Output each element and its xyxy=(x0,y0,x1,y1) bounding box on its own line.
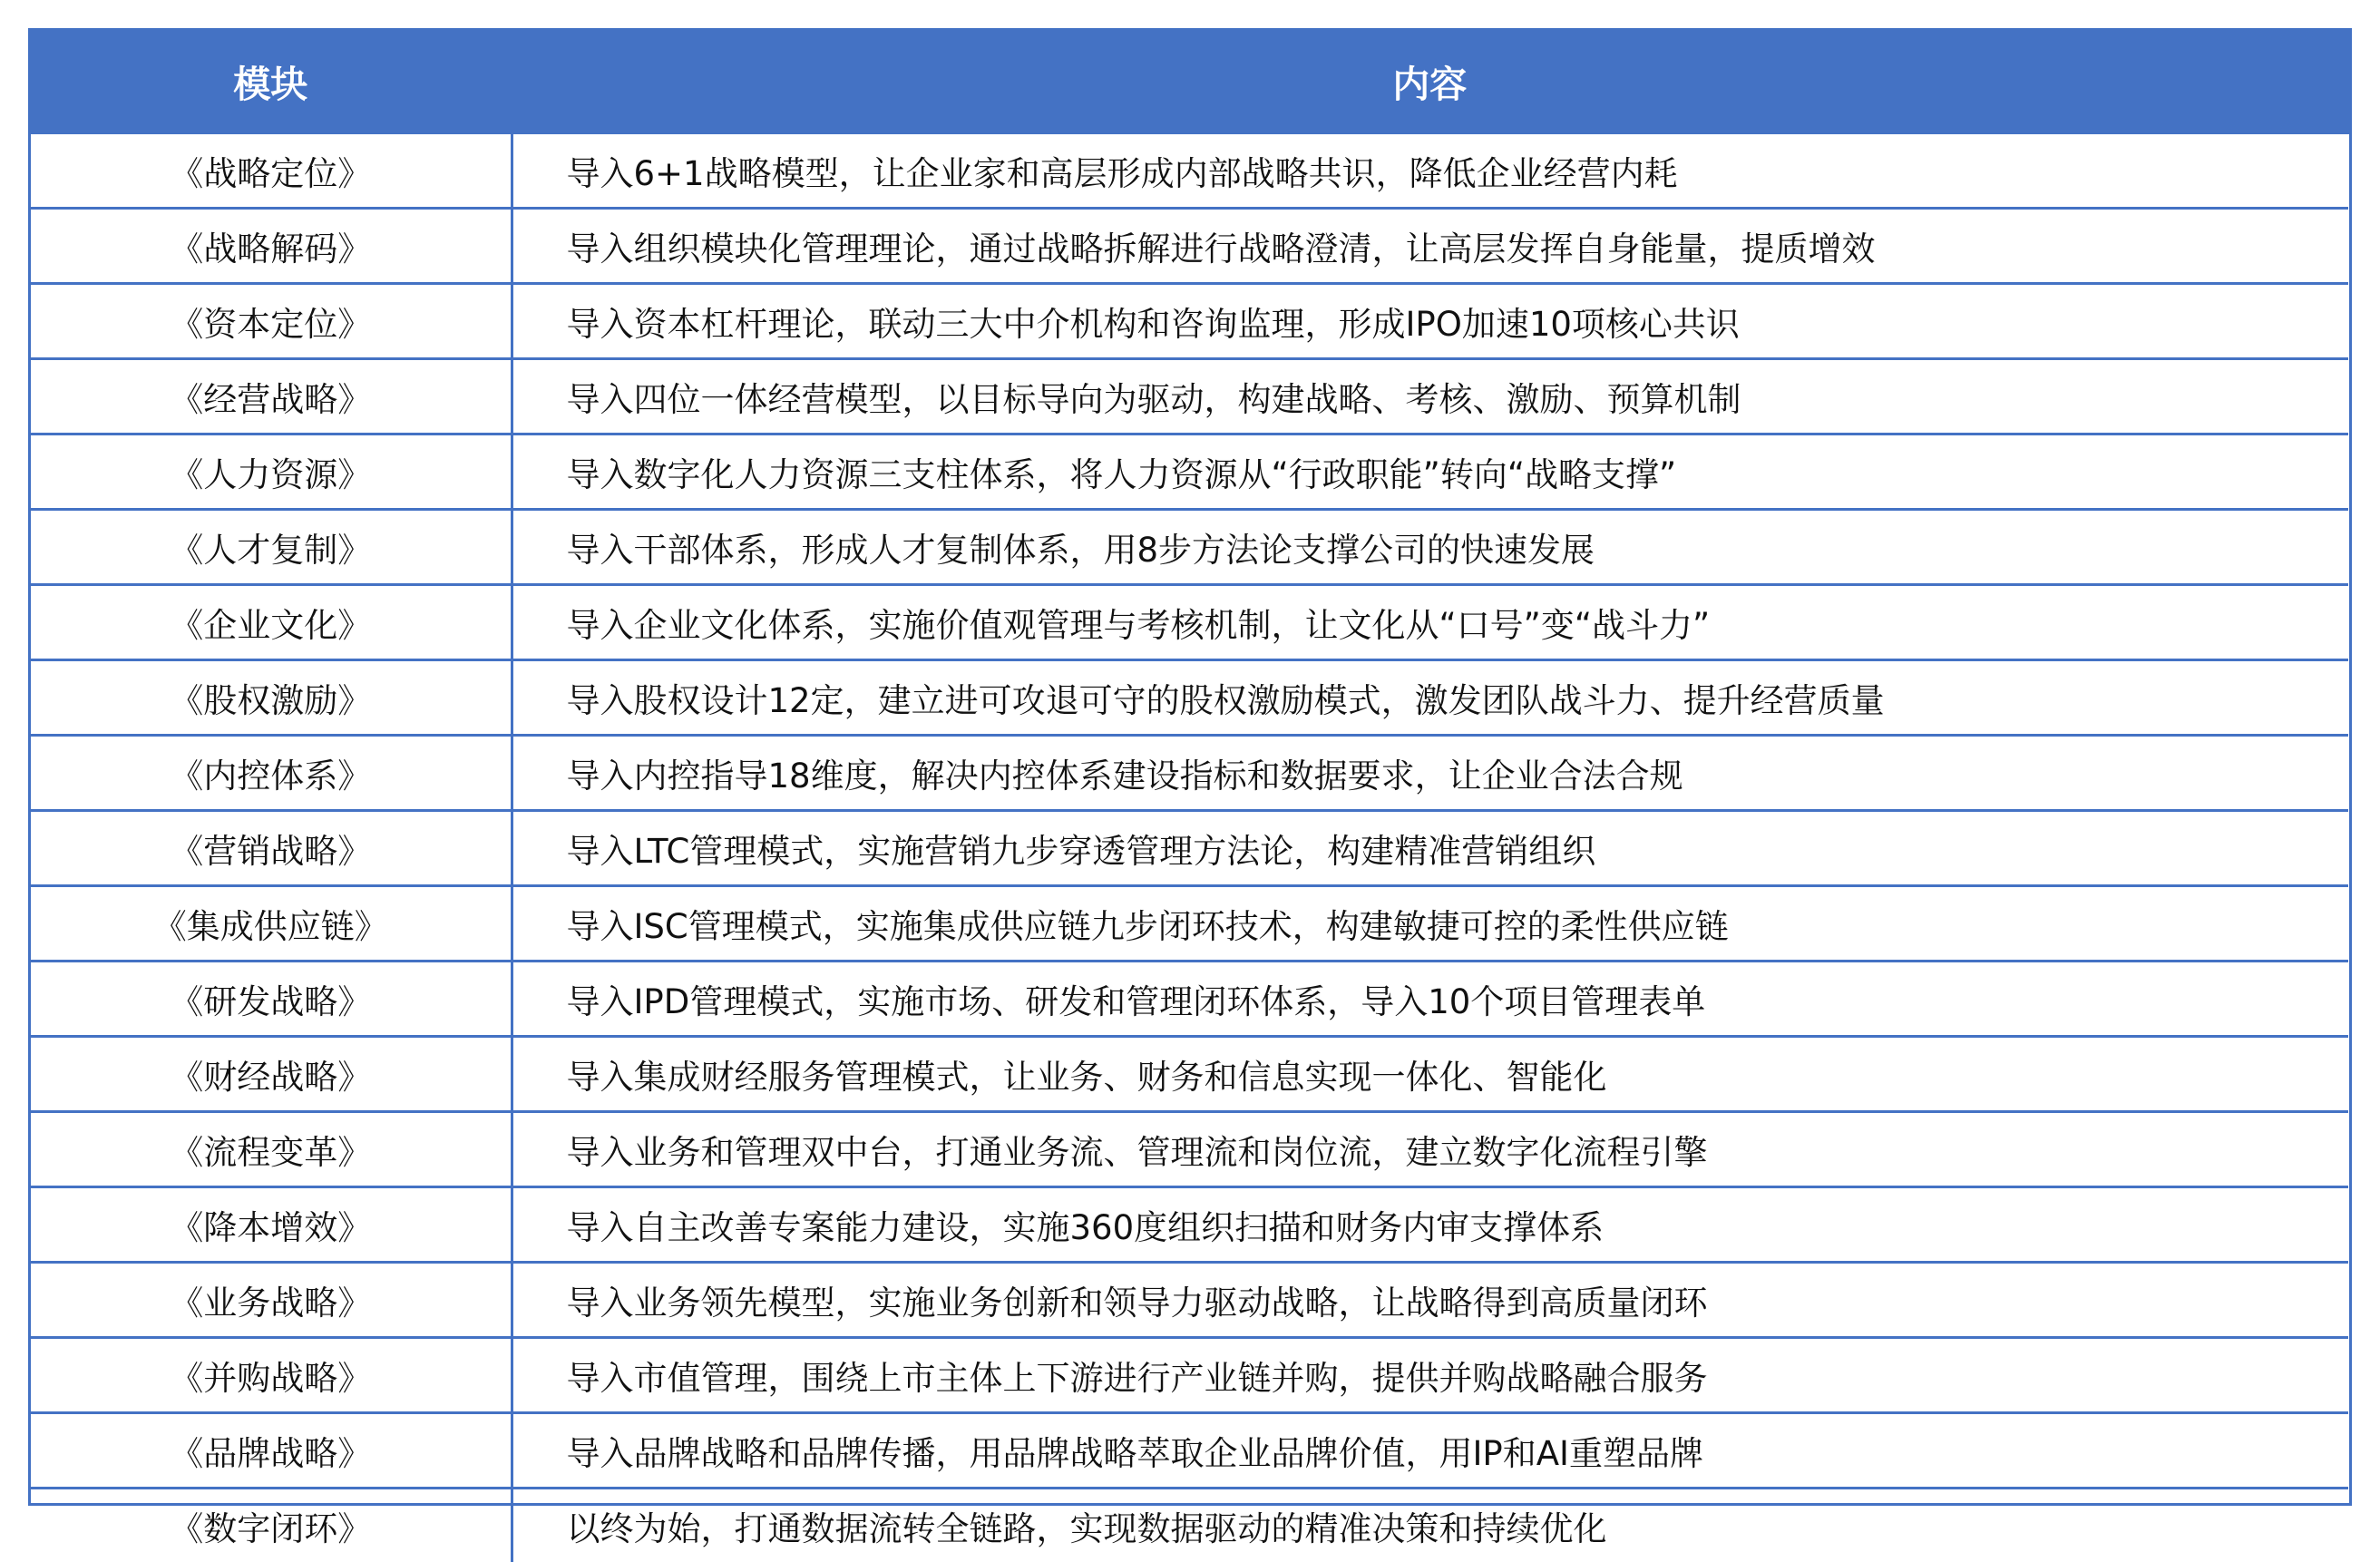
module-content-table-frame xyxy=(28,28,2352,1506)
content-cell: 导入集成财经服务管理模式，让业务、财务和信息实现一体化、智能化 xyxy=(512,1037,2348,1112)
table-row xyxy=(31,1187,2348,1263)
content-cell: 导入市值管理，围绕上市主体上下游进行产业链并购，提供并购战略融合服务 xyxy=(512,1338,2348,1413)
module-cell: 《股权激励》 xyxy=(31,660,512,736)
table-row xyxy=(31,886,2348,962)
module-cell: 《财经战略》 xyxy=(31,1037,512,1112)
header-row xyxy=(31,31,2348,133)
content-cell: 导入企业文化体系，实施价值观管理与考核机制，让文化从“口号”变“战斗力” xyxy=(512,585,2348,660)
content-cell: 导入组织模块化管理理论，通过战略拆解进行战略澄清，让高层发挥自身能量，提质增效 xyxy=(512,209,2348,284)
content-cell: 导入自主改善专案能力建设，实施360度组织扫描和财务内审支撑体系 xyxy=(512,1187,2348,1263)
table-row xyxy=(31,736,2348,811)
module-cell: 《并购战略》 xyxy=(31,1338,512,1413)
table-row xyxy=(31,1263,2348,1338)
table-row xyxy=(31,133,2348,209)
module-cell: 《人力资源》 xyxy=(31,434,512,510)
table-row xyxy=(31,359,2348,434)
table-row xyxy=(31,284,2348,359)
module-cell: 《品牌战略》 xyxy=(31,1413,512,1489)
content-cell: 导入内控指导18维度，解决内控体系建设指标和数据要求，让企业合法合规 xyxy=(512,736,2348,811)
module-content-table xyxy=(31,31,2349,1562)
table-row xyxy=(31,1489,2348,1562)
content-cell: 导入资本杠杆理论，联动三大中介机构和咨询监理，形成IPO加速10项核心共识 xyxy=(512,284,2348,359)
table-row xyxy=(31,1112,2348,1187)
header-module: 模块 xyxy=(31,31,512,133)
table-row xyxy=(31,209,2348,284)
header-content: 内容 xyxy=(512,31,2348,133)
module-cell: 《集成供应链》 xyxy=(31,886,512,962)
table-row xyxy=(31,1338,2348,1413)
table-row xyxy=(31,660,2348,736)
module-cell: 《营销战略》 xyxy=(31,811,512,886)
module-cell: 《人才复制》 xyxy=(31,510,512,585)
content-cell: 导入数字化人力资源三支柱体系，将人力资源从“行政职能”转向“战略支撑” xyxy=(512,434,2348,510)
module-cell: 《资本定位》 xyxy=(31,284,512,359)
table-header xyxy=(31,31,2348,133)
module-cell: 《研发战略》 xyxy=(31,962,512,1037)
table-row xyxy=(31,1037,2348,1112)
content-cell: 导入业务领先模型，实施业务创新和领导力驱动战略，让战略得到高质量闭环 xyxy=(512,1263,2348,1338)
content-cell: 导入6+1战略模型，让企业家和高层形成内部战略共识，降低企业经营内耗 xyxy=(512,133,2348,209)
module-cell: 《战略解码》 xyxy=(31,209,512,284)
module-cell: 《降本增效》 xyxy=(31,1187,512,1263)
module-cell: 《战略定位》 xyxy=(31,133,512,209)
content-cell: 导入业务和管理双中台，打通业务流、管理流和岗位流，建立数字化流程引擎 xyxy=(512,1112,2348,1187)
content-cell: 导入品牌战略和品牌传播，用品牌战略萃取企业品牌价值，用IP和AI重塑品牌 xyxy=(512,1413,2348,1489)
content-cell: 导入干部体系，形成人才复制体系，用8步方法论支撑公司的快速发展 xyxy=(512,510,2348,585)
module-cell: 《经营战略》 xyxy=(31,359,512,434)
content-cell: 导入四位一体经营模型，以目标导向为驱动，构建战略、考核、激励、预算机制 xyxy=(512,359,2348,434)
table-body xyxy=(31,133,2348,1562)
module-cell: 《内控体系》 xyxy=(31,736,512,811)
table-row xyxy=(31,434,2348,510)
content-cell: 导入IPD管理模式，实施市场、研发和管理闭环体系，导入10个项目管理表单 xyxy=(512,962,2348,1037)
table-row xyxy=(31,585,2348,660)
content-cell: 导入股权设计12定，建立进可攻退可守的股权激励模式，激发团队战斗力、提升经营质量 xyxy=(512,660,2348,736)
content-cell: 导入LTC管理模式，实施营销九步穿透管理方法论，构建精准营销组织 xyxy=(512,811,2348,886)
table-row xyxy=(31,510,2348,585)
content-cell: 以终为始，打通数据流转全链路，实现数据驱动的精准决策和持续优化 xyxy=(512,1489,2348,1562)
table-row xyxy=(31,1413,2348,1489)
module-cell: 《业务战略》 xyxy=(31,1263,512,1338)
module-cell: 《企业文化》 xyxy=(31,585,512,660)
table-row xyxy=(31,811,2348,886)
module-cell: 《数字闭环》 xyxy=(31,1489,512,1562)
module-cell: 《流程变革》 xyxy=(31,1112,512,1187)
content-cell: 导入ISC管理模式，实施集成供应链九步闭环技术，构建敏捷可控的柔性供应链 xyxy=(512,886,2348,962)
table-row xyxy=(31,962,2348,1037)
